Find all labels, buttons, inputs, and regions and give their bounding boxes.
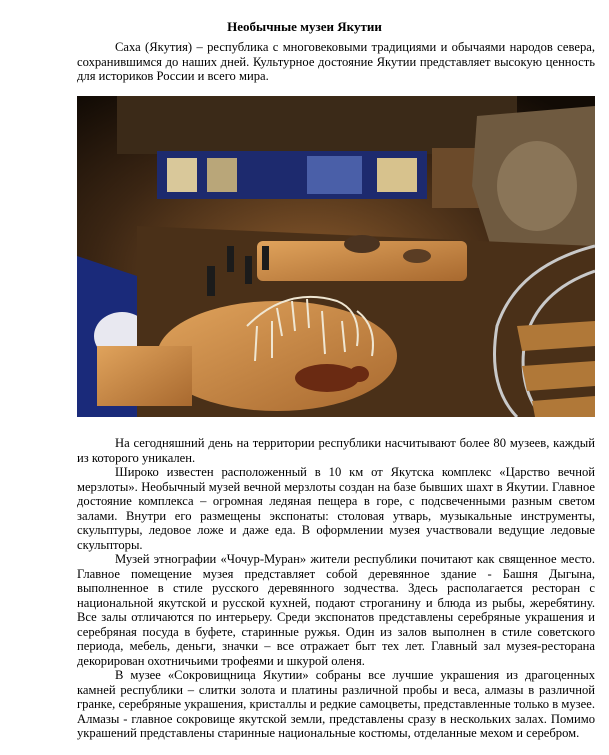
paragraph-museum-count: На сегодняшний день на территории республики насчитывают более 80 музеев, каждый из которого уникален.	[77, 436, 595, 465]
document-title: Необычные музеи Якутии	[227, 19, 382, 34]
museum-hall-photo	[77, 96, 595, 417]
body-text	[77, 436, 595, 741]
intro-paragraph: Саха (Якутия) – республика с многовековыми традициями и обычаями народов севера, сохранившимся до наших дней. Культурное достояние Якутии представляет высокую ценность для историков России и всего мира.	[77, 40, 595, 83]
paragraph-chochur-muran: Музей этнографии «Чочур-Муран» жители республики почитают как священное место. Главное помещение музея представляет собой деревянное здание - Башня Дыгына, выполненное в стиле русского деревянного зодчества. Здесь располагается ресторан с национальной якутской и русской кухней, подают строганину и блюда из рыбы, жеребятину. Все залы отличаются по интерьеру. Среди экспонатов представлены серебряные украшения и серебряная посуда в буфете, старинные ружья. Один из залов выполнен в стиле советского периода, мебель, деньги, значки – все отражает быт тех лет. Главный зал музея-ресторана декорирован охотничьими трофеями и шкурой оленя.	[77, 552, 595, 668]
paragraph-permafrost-kingdom: Широко известен расположенный в 10 км от Якутска комплекс «Царство вечной мерзлоты». Необычный музей вечной мерзлоты создан на базе бывших шахт в Якутии. Главное достояние комплекса – огромная ледяная пещера в горе, с подсвеченными разным светом залами. Внутри его размещены экспонаты: столовая утварь, музыкальные инструменты, скульптуры, ледовое ложе и даже еда. В оформлении музея участвовали ведущие ледовые скульпторы.	[77, 465, 595, 552]
paragraph-treasury: В музее «Сокровищница Якутии» собраны все лучшие украшения из драгоценных камней республики – слитки золота и платины различной пробы и веса, алмазы в различной гранке, серебряные украшения, кристаллы и редкие самоцветы, представленные только в музее. Алмазы - главное сокровище якутской земли, представлены сразу в нескольких залах. Помимо украшений представлены старинные национальные костюмы, отделанные мехом и серебром.	[77, 668, 595, 740]
